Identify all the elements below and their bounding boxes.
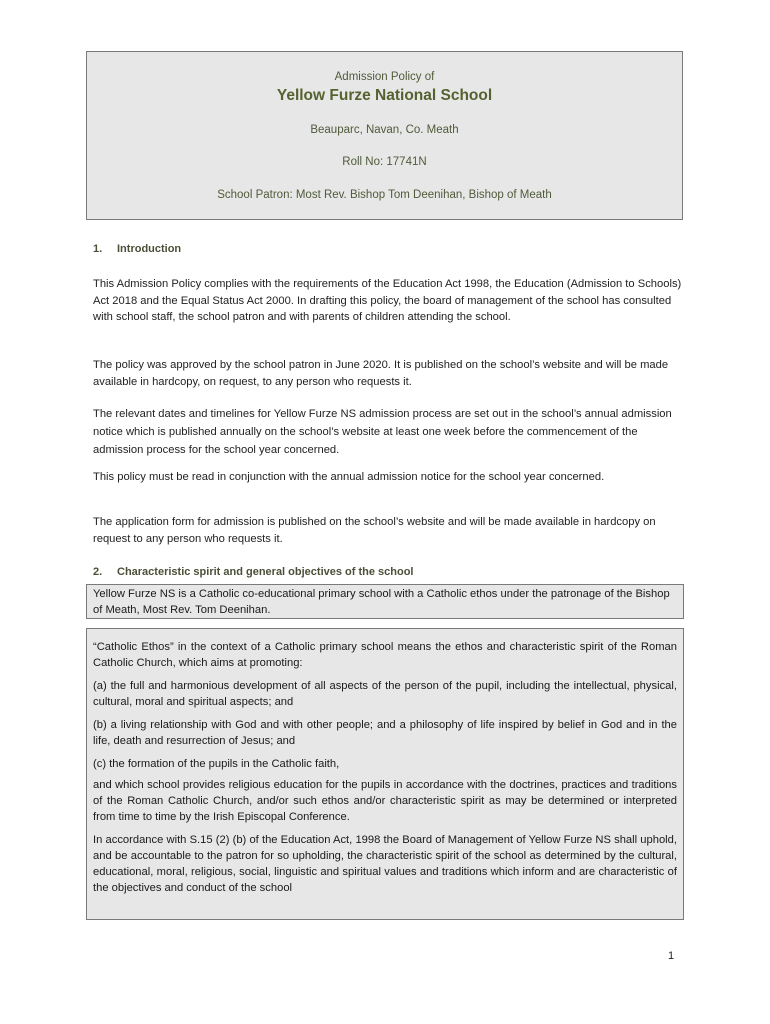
policy-header-box — [86, 51, 683, 220]
section-number: 2. — [93, 566, 103, 578]
school-patron: School Patron: Most Rev. Bishop Tom Deenihan, Bishop of Meath — [217, 189, 552, 201]
school-address: Beauparc, Navan, Co. Meath — [310, 124, 459, 136]
school-ethos-summary-box: Yellow Furze NS is a Catholic co-educational primary school with a Catholic ethos under the patronage of the Bishop of Meath, Most Rev. Tom Deenihan. — [86, 584, 684, 619]
header-subtitle: Admission Policy of — [334, 71, 435, 83]
ethos-paragraph: (a) the full and harmonious development of all aspects of the person of the pupil, including the intellectual, physical, cultural, moral and spiritual aspects; and — [93, 680, 677, 708]
school-title: Yellow Furze National School — [276, 87, 493, 104]
catholic-ethos-box — [86, 628, 684, 920]
intro-paragraph: The relevant dates and timelines for Yellow Furze NS admission process are set out in the school’s annual admission notice which is published annually on the school’s website at least one week before the commencement of the admission process for the school year concerned. — [93, 408, 672, 456]
section-heading-introduction — [93, 243, 181, 255]
intro-paragraph: The policy was approved by the school patron in June 2020. It is published on the school’s website and will be made available in hardcopy, on request, to any person who requests it. — [93, 359, 669, 388]
section-title: Introduction — [117, 243, 182, 255]
roll-number: Roll No: 17741N — [342, 156, 427, 168]
ethos-paragraph: “Catholic Ethos” in the context of a Catholic primary school means the ethos and characteristic spirit of the Roman Catholic Church, which aims at promoting: — [93, 641, 677, 669]
section-title: Characteristic spirit and general objectives of the school — [117, 566, 414, 578]
section-heading-characteristic-spirit — [93, 566, 413, 578]
ethos-paragraph: In accordance with S.15 (2) (b) of the Education Act, 1998 the Board of Management of Yellow Furze NS shall uphold, and be accountable to the patron for so upholding, the characteristic spirit of the school as determined by the cultural, educational, moral, religious, social, linguistic and spiritual values and traditions which inform and are characteristic of the objectives and conduct of the school — [93, 834, 677, 894]
intro-paragraph: This Admission Policy complies with the requirements of the Education Act 1998, the Education (Admission to Schools) Act 2018 and the Equal Status Act 2000. In drafting this policy, the board of management of the school has consulted with school staff, the school patron and with parents of children attending the school. — [93, 278, 682, 323]
intro-paragraph: This policy must be read in conjunction with the annual admission notice for the school year concerned. — [93, 471, 605, 483]
section-number: 1. — [93, 243, 103, 255]
intro-paragraph: The application form for admission is published on the school’s website and will be made available in hardcopy on request to any person who requests it. — [93, 516, 656, 545]
ethos-paragraph: and which school provides religious education for the pupils in accordance with the doctrines, practices and traditions of the Roman Catholic Church, and/or such ethos and/or characteristic spirit as may be determined or interpreted from time to time by the Irish Episcopal Conference. — [93, 779, 677, 823]
page-number: 1 — [668, 950, 675, 962]
ethos-paragraph: (b) a living relationship with God and with other people; and a philosophy of life inspired by belief in God and in the life, death and resurrection of Jesus; and — [93, 719, 677, 747]
ethos-paragraph: (c) the formation of the pupils in the Catholic faith, — [93, 758, 340, 770]
